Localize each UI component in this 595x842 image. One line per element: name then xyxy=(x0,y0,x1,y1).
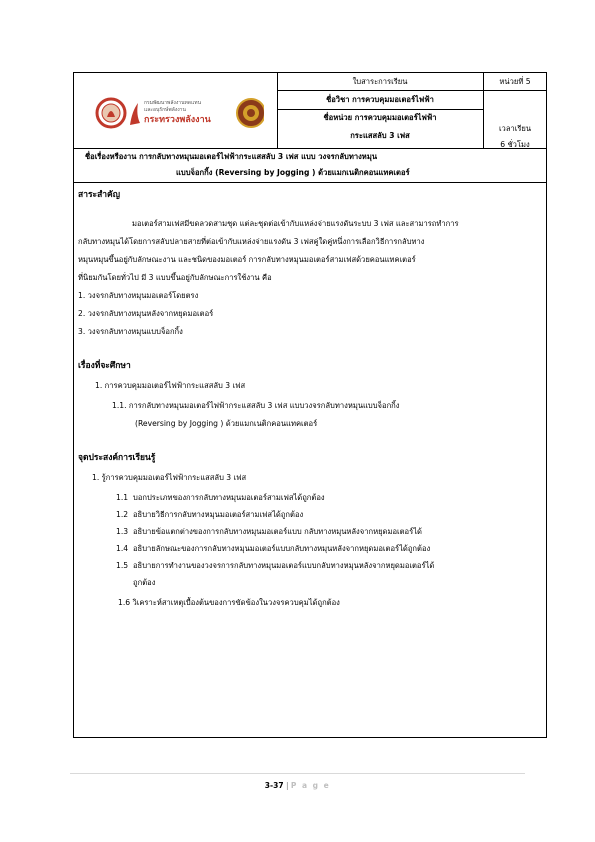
page-number: 3-37 xyxy=(264,781,284,790)
header-rule-3 xyxy=(73,148,547,149)
logo-line-2: และอนุรักษ์พลังงาน xyxy=(144,107,186,113)
footer-separator: | xyxy=(285,781,289,790)
time-label: เวลาเรียน xyxy=(498,124,532,133)
objective-sub-number: 1.1 xyxy=(116,493,129,502)
study-item-1-1: 1.1. การกลับทางหมุนมอเตอร์ไฟฟ้ากระแสสลับ 3 เฟส แบบวงจรกลับทางหมุนแบบจ็อกกิ้ง xyxy=(112,401,400,410)
header-rule-1 xyxy=(277,90,547,91)
objective-sub-number: 1.2 xyxy=(116,510,129,519)
objective-sub-text: อธิบายวิธีการกลับทางหมุนมอเตอร์สามเฟสได้ถูกต้อง xyxy=(133,510,304,519)
study-item-1-1-cont: (Reversing by Jogging ) ด้วยแมกเนติกคอนแทคเตอร์ xyxy=(135,419,318,428)
logo-line-3: กระทรวงพลังงาน xyxy=(144,115,211,125)
unit-name-2: กระแสสลับ 3 เฟส xyxy=(350,131,410,140)
essence-paragraph-line-2: กลับทางหมุนได้โดยการสลับปลายสายที่ต่อเข้ากับแหล่งจ่ายแรงดัน 3 เฟสคู่ใดคู่หนึ่งการเลือกวิธีการกลับทาง xyxy=(78,237,425,246)
objective-item-1: 1. รู้การควบคุมมอเตอร์ไฟฟ้ากระแสสลับ 3 เฟส xyxy=(92,473,247,482)
objective-sub-item-1-6: 1.6 วิเคราะห์สาเหตุเบื้องต้นของการขัดข้องในวงจรควบคุมได้ถูกต้อง xyxy=(118,598,340,607)
study-item-1: 1. การควบคุมมอเตอร์ไฟฟ้ากระแสสลับ 3 เฟส xyxy=(95,381,246,390)
essence-paragraph-line-4: ที่นิยมกันโดยทั่วไป มี 3 แบบขึ้นอยู่กับลักษณะการใช้งาน คือ xyxy=(78,273,272,282)
page-word: P a g e xyxy=(290,781,331,790)
essence-list-item: 2. วงจรกลับทางหมุนหลังจากหยุดมอเตอร์ xyxy=(78,309,214,318)
study-heading: เรื่องที่จะศึกษา xyxy=(78,361,131,371)
essence-paragraph-line-3: หมุนหมุนขึ้นอยู่กับลักษณะงาน และชนิดของมอเตอร์ การกลับทางหมุนมอเตอร์สามเฟสด้วยคอนแทคเตอร์ xyxy=(78,255,416,264)
footer-rule xyxy=(70,773,525,774)
topic-line-1: ชื่อเรื่องหรืองาน การกลับทางหมุนมอเตอร์ไฟฟ้ากระแสสลับ 3 เฟส แบบ วงจรกลับทางหมุน xyxy=(85,152,378,161)
objective-sub-number: 1.4 xyxy=(116,544,129,553)
unit-number: หน่วยที่ 5 xyxy=(499,77,531,86)
header-rule-4 xyxy=(73,182,547,183)
time-value: 6 ชั่วโมง xyxy=(500,140,530,149)
essence-list-item: 1. วงจรกลับทางหมุนมอเตอร์โดยตรง xyxy=(78,291,199,300)
objective-sub-text: อธิบายข้อแตกต่างของการกลับทางหมุนมอเตอร์แบบ กลับทางหมุนหลังจากหยุดมอเตอร์ได้ xyxy=(133,527,422,536)
objective-sub-text: อธิบายลักษณะของการกลับทางหมุนมอเตอร์แบบกลับทางหมุนหลังจากหยุดมอเตอร์ได้ถูกต้อง xyxy=(133,544,431,553)
objectives-heading: จุดประสงค์การเรียนรู้ xyxy=(78,453,156,463)
emblem-icon xyxy=(94,93,264,133)
objective-sub-number: 1.5 xyxy=(116,561,129,570)
subject-name: ชื่อวิชา การควบคุมมอเตอร์ไฟฟ้า xyxy=(326,95,434,104)
page-footer xyxy=(0,781,595,790)
ministry-logo xyxy=(94,93,264,133)
logo-line-1: กรมพัฒนาพลังงานทดแทน xyxy=(144,100,201,106)
objective-sub-text-cont: ถูกต้อง xyxy=(133,578,156,587)
essence-heading: สาระสำคัญ xyxy=(78,190,120,200)
objective-sub-text: บอกประเภทของการกลับทางหมุนมอเตอร์สามเฟสได้ถูกต้อง xyxy=(133,493,325,502)
header-rule-2 xyxy=(277,109,483,110)
objective-sub-number: 1.3 xyxy=(116,527,129,536)
essence-paragraph-line-1: มอเตอร์สามเฟสมีขดลวดสามชุด แต่ละชุดต่อเข้ากับแหล่งจ่ายแรงดันระบบ 3 เฟส และสามารถทำการ xyxy=(132,219,459,228)
doc-type: ใบสาระการเรียน xyxy=(352,77,408,86)
objective-sub-text: อธิบายการทำงานของวงจรการกลับทางหมุนมอเตอร์แบบกลับทางหมุนหลังจากหยุดมอเตอร์ได้ xyxy=(133,561,435,570)
unit-name-1: ชื่อหน่วย การควบคุมมอเตอร์ไฟฟ้า xyxy=(323,113,437,122)
essence-list-item: 3. วงจรกลับทางหมุนแบบจ็อกกิ้ง xyxy=(78,327,183,336)
topic-line-2: แบบจ็อกกิ้ง (Reversing by Jogging ) ด้วยแมกเนติกคอนแทคเตอร์ xyxy=(176,168,410,177)
